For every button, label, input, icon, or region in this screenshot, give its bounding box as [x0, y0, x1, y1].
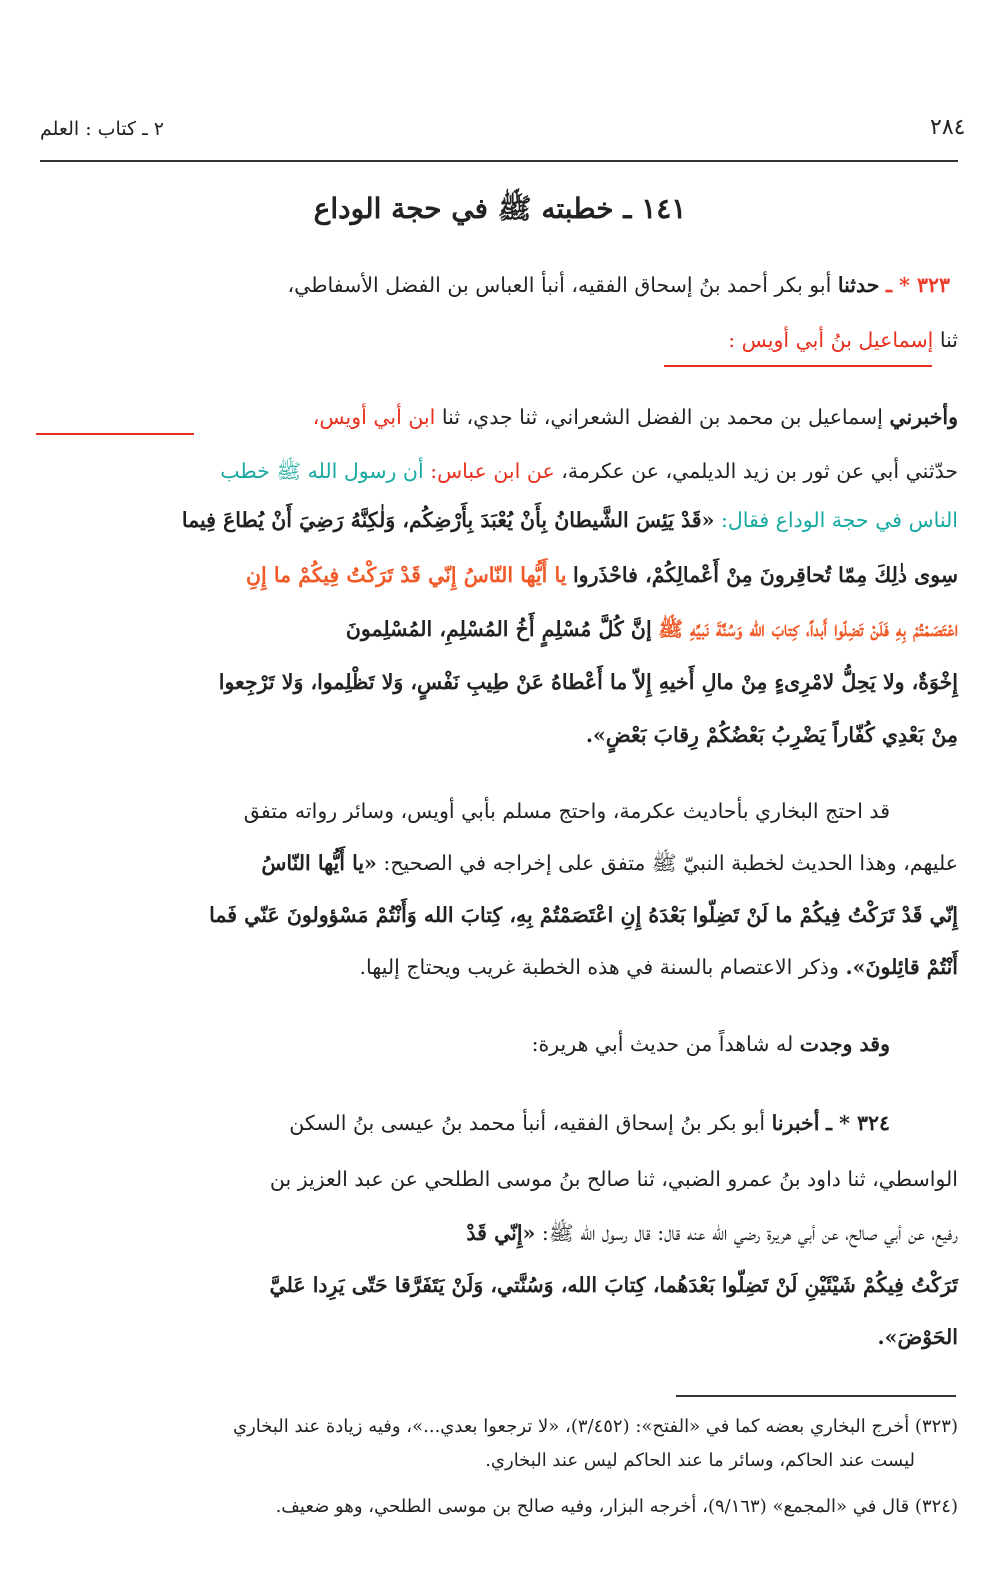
hadith-text: سِوى ذٰلِكَ مِمّا تُحاقِرونَ مِنْ أَعْمالِكُمْ، فاحْذَروا [572, 563, 958, 587]
commentary-line-4 [359, 952, 958, 982]
highlighted-matn: أن رسول الله ﷺ خطب [220, 459, 424, 483]
hadith-323-line-5 [182, 505, 958, 535]
narration-text: إسماعيل بن محمد بن الفضل الشعراني، ثنا جدي، ثنا [441, 405, 883, 429]
hadith-text: إِخْوَةٌ، ولا يَحِلُّ لامْرِىءٍ مِنْ مالِ أَخيهِ إِلاّ ما أَعْطاهُ عَنْ طِيبِ نَفْسٍ، وَلا تَظْلِموا، وَلا تَرْجِعوا [218, 670, 958, 694]
hadith-323-line-6 [246, 560, 958, 590]
commentary-line-2 [261, 848, 958, 878]
running-header-book-title: ٢ ـ كتاب : العلم [40, 118, 164, 140]
commentary-text: وذكر الاعتصام بالسنة في هذه الخطبة غريب ويحتاج إليها. [359, 955, 839, 979]
hadith-text: أَنْتُمْ قائِلونَ». [845, 955, 958, 979]
footnote-323-line-1: (٣٢٣) أخرج البخاري بعضه كما في «الفتح»: (٣/٤٥٢)، «لا ترجعوا بعدي...»، وفيه زيادة عند البخاري [232, 1416, 958, 1437]
footnote-324: (٣٢٤) قال في «المجمع» (٩/١٦٣)، أخرجه البزار، وفيه صالح بن موسى الطلحي، وهو ضعيف. [275, 1496, 958, 1517]
highlighted-narrator: إسماعيل بنُ أبي أويس : [728, 328, 934, 352]
highlighted-hadith-text: يا أَيُّها النّاسُ إِنّي قَدْ تَرَكْتُ فِيكُمْ ما إِنِ [246, 563, 567, 587]
hadith-text: «قَدْ يَئِسَ الشَّيطانُ بِأَنْ يُعْبَدَ بِأَرْضِكُم، وَلٰكِنَّهُ رَضِيَ أَنْ يُطاعَ فِيما [181, 508, 715, 532]
hadith-324-line-5 [878, 1322, 959, 1352]
hadith-323-line-2 [728, 325, 958, 355]
hadith-number: ٣٢٣ * ـ [885, 273, 950, 297]
hadith-text: تَرَكْتُ فِيكُمْ شَيْئَيْنِ لَنْ تَضِلّوا بَعْدَهُما، كِتابَ الله، وَسُنَّتي، وَلَنْ يَتَفَرَّقا حَتّى يَرِدا عَليَّ [269, 1273, 958, 1297]
narration-text: ثنا [939, 328, 958, 352]
page-number: ٢٨٤ [930, 115, 966, 140]
hadith-text: إِنّي قَدْ تَرَكْتُ فِيكُمْ ما لَنْ تَضِلّوا بَعْدَهُ إِنِ اعْتَصَمْتُمْ بِهِ، كِتابَ الله وَأَنْتُمْ مَسْؤولونَ عَنّي فَما [209, 903, 958, 927]
highlighted-narrator: عن ابن عباس: [430, 459, 555, 483]
red-underline [664, 365, 932, 367]
commentary-text: له شاهداً من حديث أبي هريرة: [531, 1032, 794, 1056]
narration-lead: وأخبرني [889, 405, 958, 429]
hadith-324-line-2: الواسطي، ثنا داود بنُ عمرو الضبي، ثنا صالح بنُ موسى الطلحي عن عبد العزيز بن [269, 1167, 958, 1191]
commentary-text: عليهم، وهذا الحديث لخطبة النبيّ ﷺ متفق على إخراجه في الصحيح: [383, 851, 958, 875]
footnote-323-line-2: ليست عند الحاكم، وسائر ما عند الحاكم ليس عند البخاري. [485, 1450, 915, 1471]
narration-text: أبو بكر أحمد بنُ إسحاق الفقيه، أنبأ العباس بن الفضل الأسفاطي، [287, 273, 832, 297]
witness-line [532, 1029, 890, 1059]
hadith-324-line-1 [289, 1108, 890, 1138]
highlighted-hadith-text: اعْتَصَمْتُمْ بِهِ فَلَنْ تَضِلّوا أَبداً، كِتابَ الله وَسُنَّةَ نَبيِّهِ ﷺ [658, 617, 958, 641]
narration-lead: حدثنا [837, 273, 880, 297]
highlighted-matn: الناس في حجة الوداع فقال: [720, 508, 958, 532]
highlighted-narrator: ابن أبي أويس، [312, 405, 436, 429]
hadith-324-line-3 [466, 1218, 958, 1248]
chapter-title: ١٤١ ـ خطبته ﷺ في حجة الوداع [313, 192, 687, 225]
narration-text: رفيع، عن أبي صالح، عن أبي هريرة رضي الله عنه قال: قال رسول الله ﷺ: [541, 1221, 958, 1245]
commentary-line-3 [209, 900, 958, 930]
hadith-text: إنَّ كُلَّ مُسْلِمٍ أَخُ المُسْلِمِ، المُسْلِمونَ [345, 617, 652, 641]
narration-lead: وقد وجدت [799, 1032, 890, 1056]
hadith-text: «إِنّي قَدْ [466, 1221, 536, 1245]
hadith-323-line-4 [220, 456, 958, 486]
hadith-number: ٣٢٤ * ـ [825, 1111, 890, 1135]
hadith-text: الحَوْضَ». [877, 1325, 958, 1349]
hadith-323-line-7 [346, 614, 958, 644]
footnote-divider [676, 1395, 956, 1397]
hadith-323-line-8 [219, 667, 958, 697]
hadith-323-line-9 [586, 720, 958, 750]
narration-text: أبو بكر بنُ إسحاق الفقيه، أنبأ محمد بنُ عيسى بنُ السكن [289, 1111, 766, 1135]
header-divider [40, 160, 958, 162]
hadith-323-line-1 [288, 270, 950, 300]
commentary-line-1: قد احتج البخاري بأحاديث عكرمة، واحتج مسلم بأبي أويس، وسائر رواته متفق [243, 799, 890, 823]
red-underline [36, 433, 194, 435]
narration-lead: أخبرنا [771, 1111, 820, 1135]
hadith-323-line-3 [313, 402, 958, 432]
hadith-text: مِنْ بَعْدِي كُفّاراً يَضْرِبُ بَعْضُكُمْ رِقابَ بَعْضٍ». [585, 723, 958, 747]
hadith-text: «يا أَيُّها النّاسُ [261, 851, 377, 875]
hadith-324-line-4 [269, 1270, 958, 1300]
narration-text: حدّثني أبي عن ثور بن زيد الديلمي، عن عكرمة، [561, 459, 958, 483]
